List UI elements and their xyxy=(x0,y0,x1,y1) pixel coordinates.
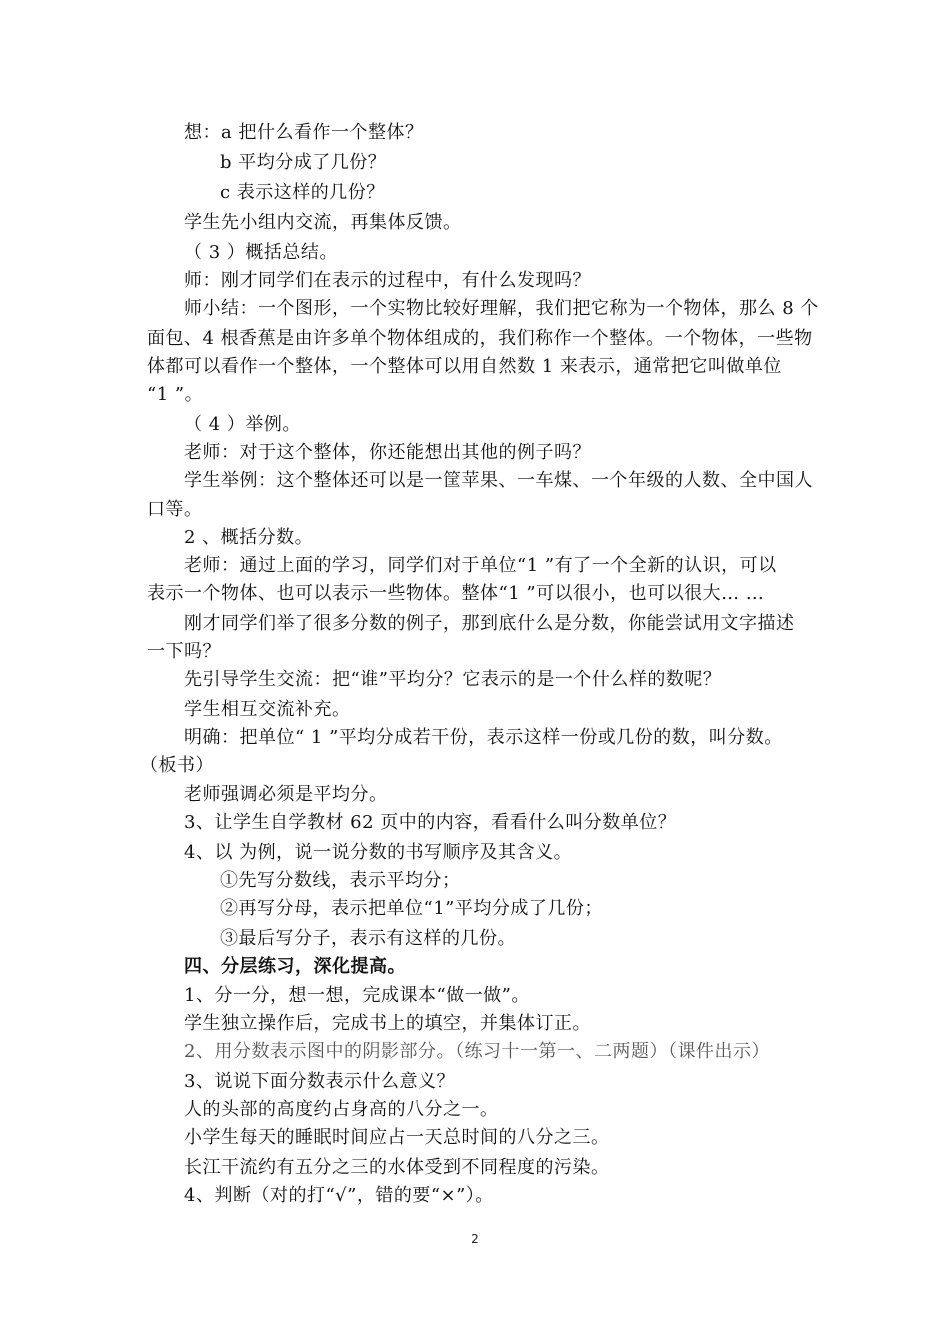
text-line: 长江干流约有五分之三的水体受到不同程度的污染。 xyxy=(184,1157,610,1178)
text-line: b 平均分成了几份？ xyxy=(220,152,387,173)
list-item: ②再写分母，表示把单位“1”平均分成了几份； xyxy=(220,898,603,919)
text-line: 先引导学生交流：把“谁”平均分？它表示的是一个什么样的数呢？ xyxy=(184,669,722,690)
text-line: 1、分一分，想一想，完成课本“做一做”。 xyxy=(184,985,530,1006)
text-line: 小学生每天的睡眠时间应占一天总时间的八分之三。 xyxy=(184,1127,610,1148)
text-line: 师小结：一个图形，一个实物比较好理解，我们把它称为一个物体，那么 8 个 xyxy=(184,298,819,319)
text-line: 一下吗？ xyxy=(147,641,221,662)
page-number: 2 xyxy=(471,1232,479,1246)
text-line: 2、用分数表示图中的阴影部分。（练习十一第一、二两题）（课件出示） xyxy=(184,1041,770,1062)
text-line: c 表示这样的几份？ xyxy=(220,182,385,203)
text-line: 老师：对于这个整体，你还能想出其他的例子吗？ xyxy=(184,442,591,463)
text-line: 4、以 为例，说一说分数的书写顺序及其含义。 xyxy=(184,842,573,863)
text-line: 学生相互交流补充。 xyxy=(184,699,351,720)
list-item: ①先写分数线，表示平均分； xyxy=(220,870,461,891)
text-line: 人的头部的高度约占身高的八分之一。 xyxy=(184,1099,499,1120)
section-heading: 2 、概括分数。 xyxy=(184,527,314,548)
text-line: 刚才同学们举了很多分数的例子，那到底什么是分数，你能尝试用文字描述 xyxy=(184,613,795,634)
text-line: 学生先小组内交流，再集体反馈。 xyxy=(184,212,462,233)
text-line: 学生独立操作后，完成书上的填空，并集体订正。 xyxy=(184,1013,591,1034)
text-line: 学生举例：这个整体还可以是一筐苹果、一车煤、一个年级的人数、全中国人 xyxy=(184,470,813,491)
text-line: 老师：通过上面的学习，同学们对于单位“1 ”有了一个全新的认识，可以 xyxy=(184,555,777,576)
section-heading: 四、分层练习，深化提高。 xyxy=(184,956,406,977)
text-line: 老师强调必须是平均分。 xyxy=(184,784,388,805)
text-line: 明确：把单位“ 1 ”平均分成若干份，表示这样一份或几份的数，叫分数。 xyxy=(184,727,783,748)
text-line: 3、说说下面分数表示什么意义？ xyxy=(184,1071,455,1092)
section-heading: （ 4 ）举例。 xyxy=(184,414,301,435)
text-line: 4、判断（对的打“√”，错的要“×”）。 xyxy=(184,1185,494,1206)
text-line: 体都可以看作一个整体，一个整体可以用自然数 1 来表示，通常把它叫做单位 xyxy=(147,356,782,377)
text-line: 面包、4 根香蕉是由许多单个物体组成的，我们称作一个整体。一个物体，一些物 xyxy=(147,328,813,349)
text-line: 想：a 把什么看作一个整体？ xyxy=(184,122,424,143)
text-line: 师：刚才同学们在表示的过程中，有什么发现吗？ xyxy=(184,270,591,291)
text-line: 表示一个物体、也可以表示一些物体。整体“1 ”可以很小，也可以很大… … xyxy=(147,583,765,604)
text-line: 口等。 xyxy=(147,499,203,520)
list-item: ③最后写分子，表示有这样的几份。 xyxy=(220,928,516,949)
text-line: （板书） xyxy=(140,755,214,776)
text-line: 3、让学生自学教材 62 页中的内容，看看什么叫分数单位？ xyxy=(184,812,677,833)
text-line: “1 ”。 xyxy=(147,384,204,405)
section-heading: （ 3 ）概括总结。 xyxy=(184,242,338,263)
